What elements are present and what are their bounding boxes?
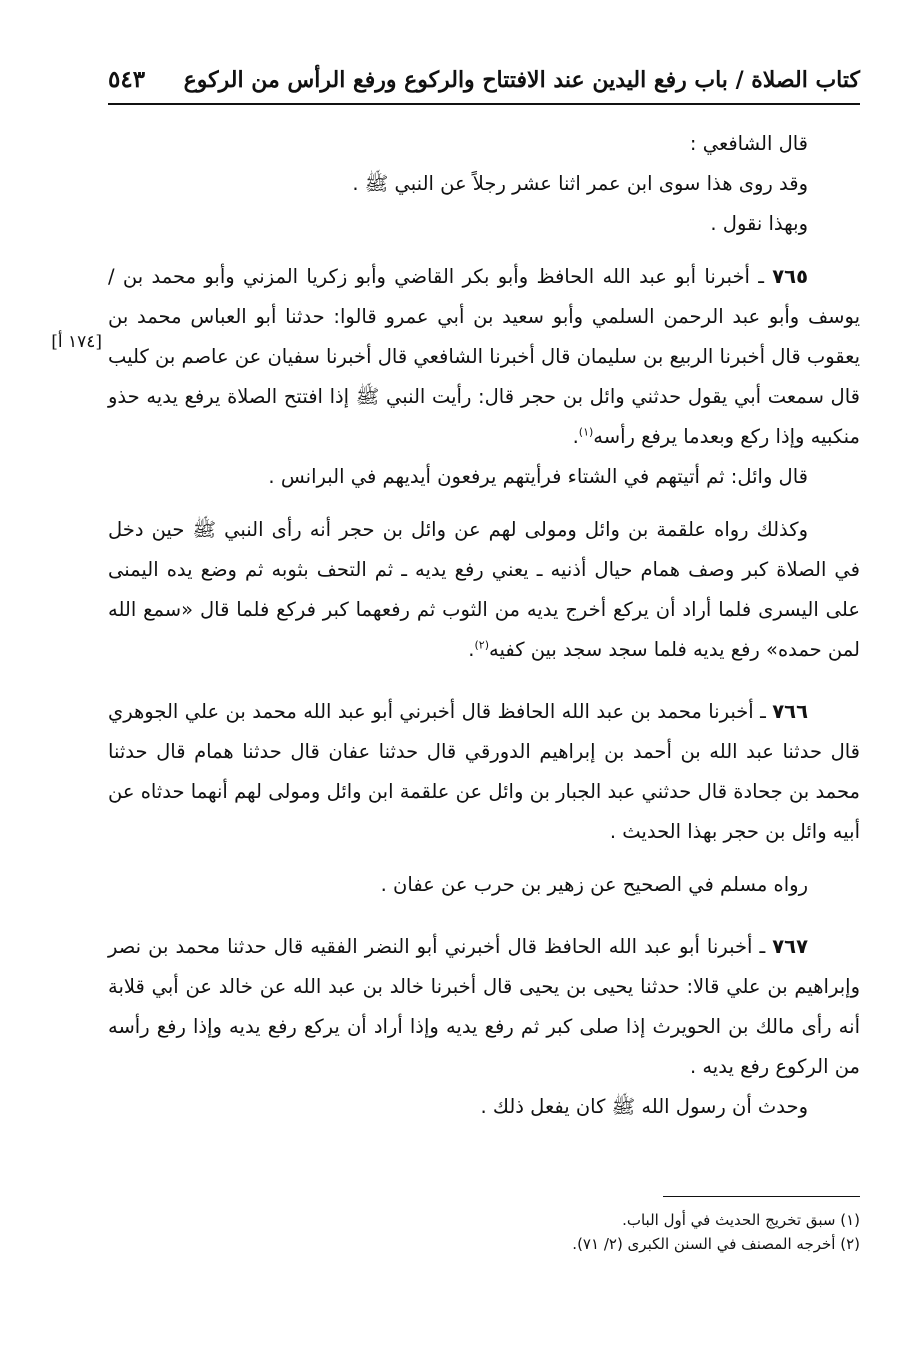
footnote-text: سبق تخريج الحديث في أول الباب. — [622, 1211, 836, 1229]
paragraph-text: ـ أخبرنا محمد بن عبد الله الحافظ قال أخبرني أبو عبد الله محمد بن علي الجوهري قال حدثنا عبد الله بن أحمد بن إبراهيم الدورقي قال حدثنا عفان قال حدثنا همام قال حدثنا محمد بن جحادة قال حدثني عبد الجبار بن وائل عن علقمة ابن وائل ومولى لهم أنهما حدثاه عن أبيه وائل بن حجر بهذا الحديث . — [108, 700, 860, 843]
paragraph-text: وكذلك رواه علقمة بن وائل ومولى لهم عن وائل بن حجر أنه رأى النبي ﷺ حين دخل في الصلاة كبر وصف همام حيال أذنيه ـ يعني رفع يديه ـ ثم التحف بثوبه ثم وضع يده اليمنى على اليسرى فلما أراد أن يركع أخرج يديه من الثوب ثم رفعهما كبر فركع فلما قال «سمع الله لمن حمده» رفع يديه فلما سجد سجد بين كفيه — [108, 518, 860, 661]
footnote-marker: (١) — [578, 425, 594, 439]
paragraph — [108, 865, 860, 905]
paragraph-tail: . — [468, 638, 475, 661]
hadith-number: ٧٦٦ — [772, 700, 808, 723]
footnote-divider — [663, 1196, 860, 1197]
page-header — [108, 62, 860, 102]
paragraph — [108, 204, 860, 244]
paragraph-text: وقد روى هذا سوى ابن عمر اثنا عشر رجلاً عن النبي ﷺ . — [352, 172, 808, 195]
paragraph — [108, 1087, 860, 1127]
page-number: ٥٤٣ — [108, 66, 146, 93]
paragraph-text: ـ أخبرنا أبو عبد الله الحافظ وأبو بكر القاضي وأبو زكريا المزني وأبو محمد بن /يوسف وأبو عبد الرحمن السلمي وأبو سعيد بن أبي عمرو قالوا: حدثنا أبو العباس محمد بن يعقوب قال أخبرنا الربيع بن سليمان قال أخبرنا الشافعي قال أخبرنا سفيان عن عاصم بن كليب قال سمعت أبي يقول حدثني وائل بن حجر قال: رأيت النبي ﷺ إذا افتتح الصلاة يرفع يديه حذو منكبيه وإذا ركع وبعدما يرفع رأسه — [108, 265, 860, 448]
hadith-paragraph — [108, 927, 860, 1087]
paragraph-text: رواه مسلم في الصحيح عن زهير بن حرب عن عفان . — [380, 873, 808, 896]
footnote — [108, 1232, 860, 1256]
paragraph-text: قال الشافعي : — [689, 132, 808, 155]
header-divider — [108, 103, 860, 105]
footnote-marker: (٢) — [474, 638, 490, 652]
footnotes — [108, 1208, 860, 1256]
footnote-text: أخرجه المصنف في السنن الكبرى (٢/ ٧١). — [572, 1235, 836, 1253]
hadith-number: ٧٦٥ — [772, 265, 808, 288]
manuscript-folio-reference: [١٧٤ أ] — [51, 332, 102, 352]
footnote-number: (٢) — [840, 1235, 860, 1253]
footnote-number: (١) — [840, 1211, 860, 1229]
paragraph-text: وبهذا نقول . — [710, 212, 808, 235]
paragraph-text: ـ أخبرنا أبو عبد الله الحافظ قال أخبرني أبو النضر الفقيه قال حدثنا محمد بن نصر وإبراهيم بن علي قالا: حدثنا يحيى بن يحيى قال أخبرنا خالد بن عبد الله عن خالد عن أبي قلابة أنه رأى مالك بن الحويرث إذا صلى كبر ثم رفع يديه وإذا أراد أن يركع رفع يديه وإذا رفع رأسه من الركوع رفع يديه . — [108, 935, 860, 1078]
paragraph — [108, 457, 860, 497]
paragraph-text: قال وائل: ثم أتيتهم في الشتاء فرأيتهم يرفعون أيديهم في البرانس . — [268, 465, 808, 488]
hadith-paragraph — [108, 257, 860, 457]
hadith-number: ٧٦٧ — [772, 935, 808, 958]
hadith-paragraph — [108, 692, 860, 852]
main-text — [108, 124, 860, 1127]
paragraph — [108, 124, 860, 164]
running-title: كتاب الصلاة / باب رفع اليدين عند الافتتاح والركوع ورفع الرأس من الركوع — [183, 67, 860, 93]
paragraph-tail: . — [572, 425, 579, 448]
paragraph — [108, 510, 860, 670]
footnote — [108, 1208, 860, 1232]
paragraph — [108, 164, 860, 204]
paragraph-text: وحدث أن رسول الله ﷺ كان يفعل ذلك . — [480, 1095, 808, 1118]
